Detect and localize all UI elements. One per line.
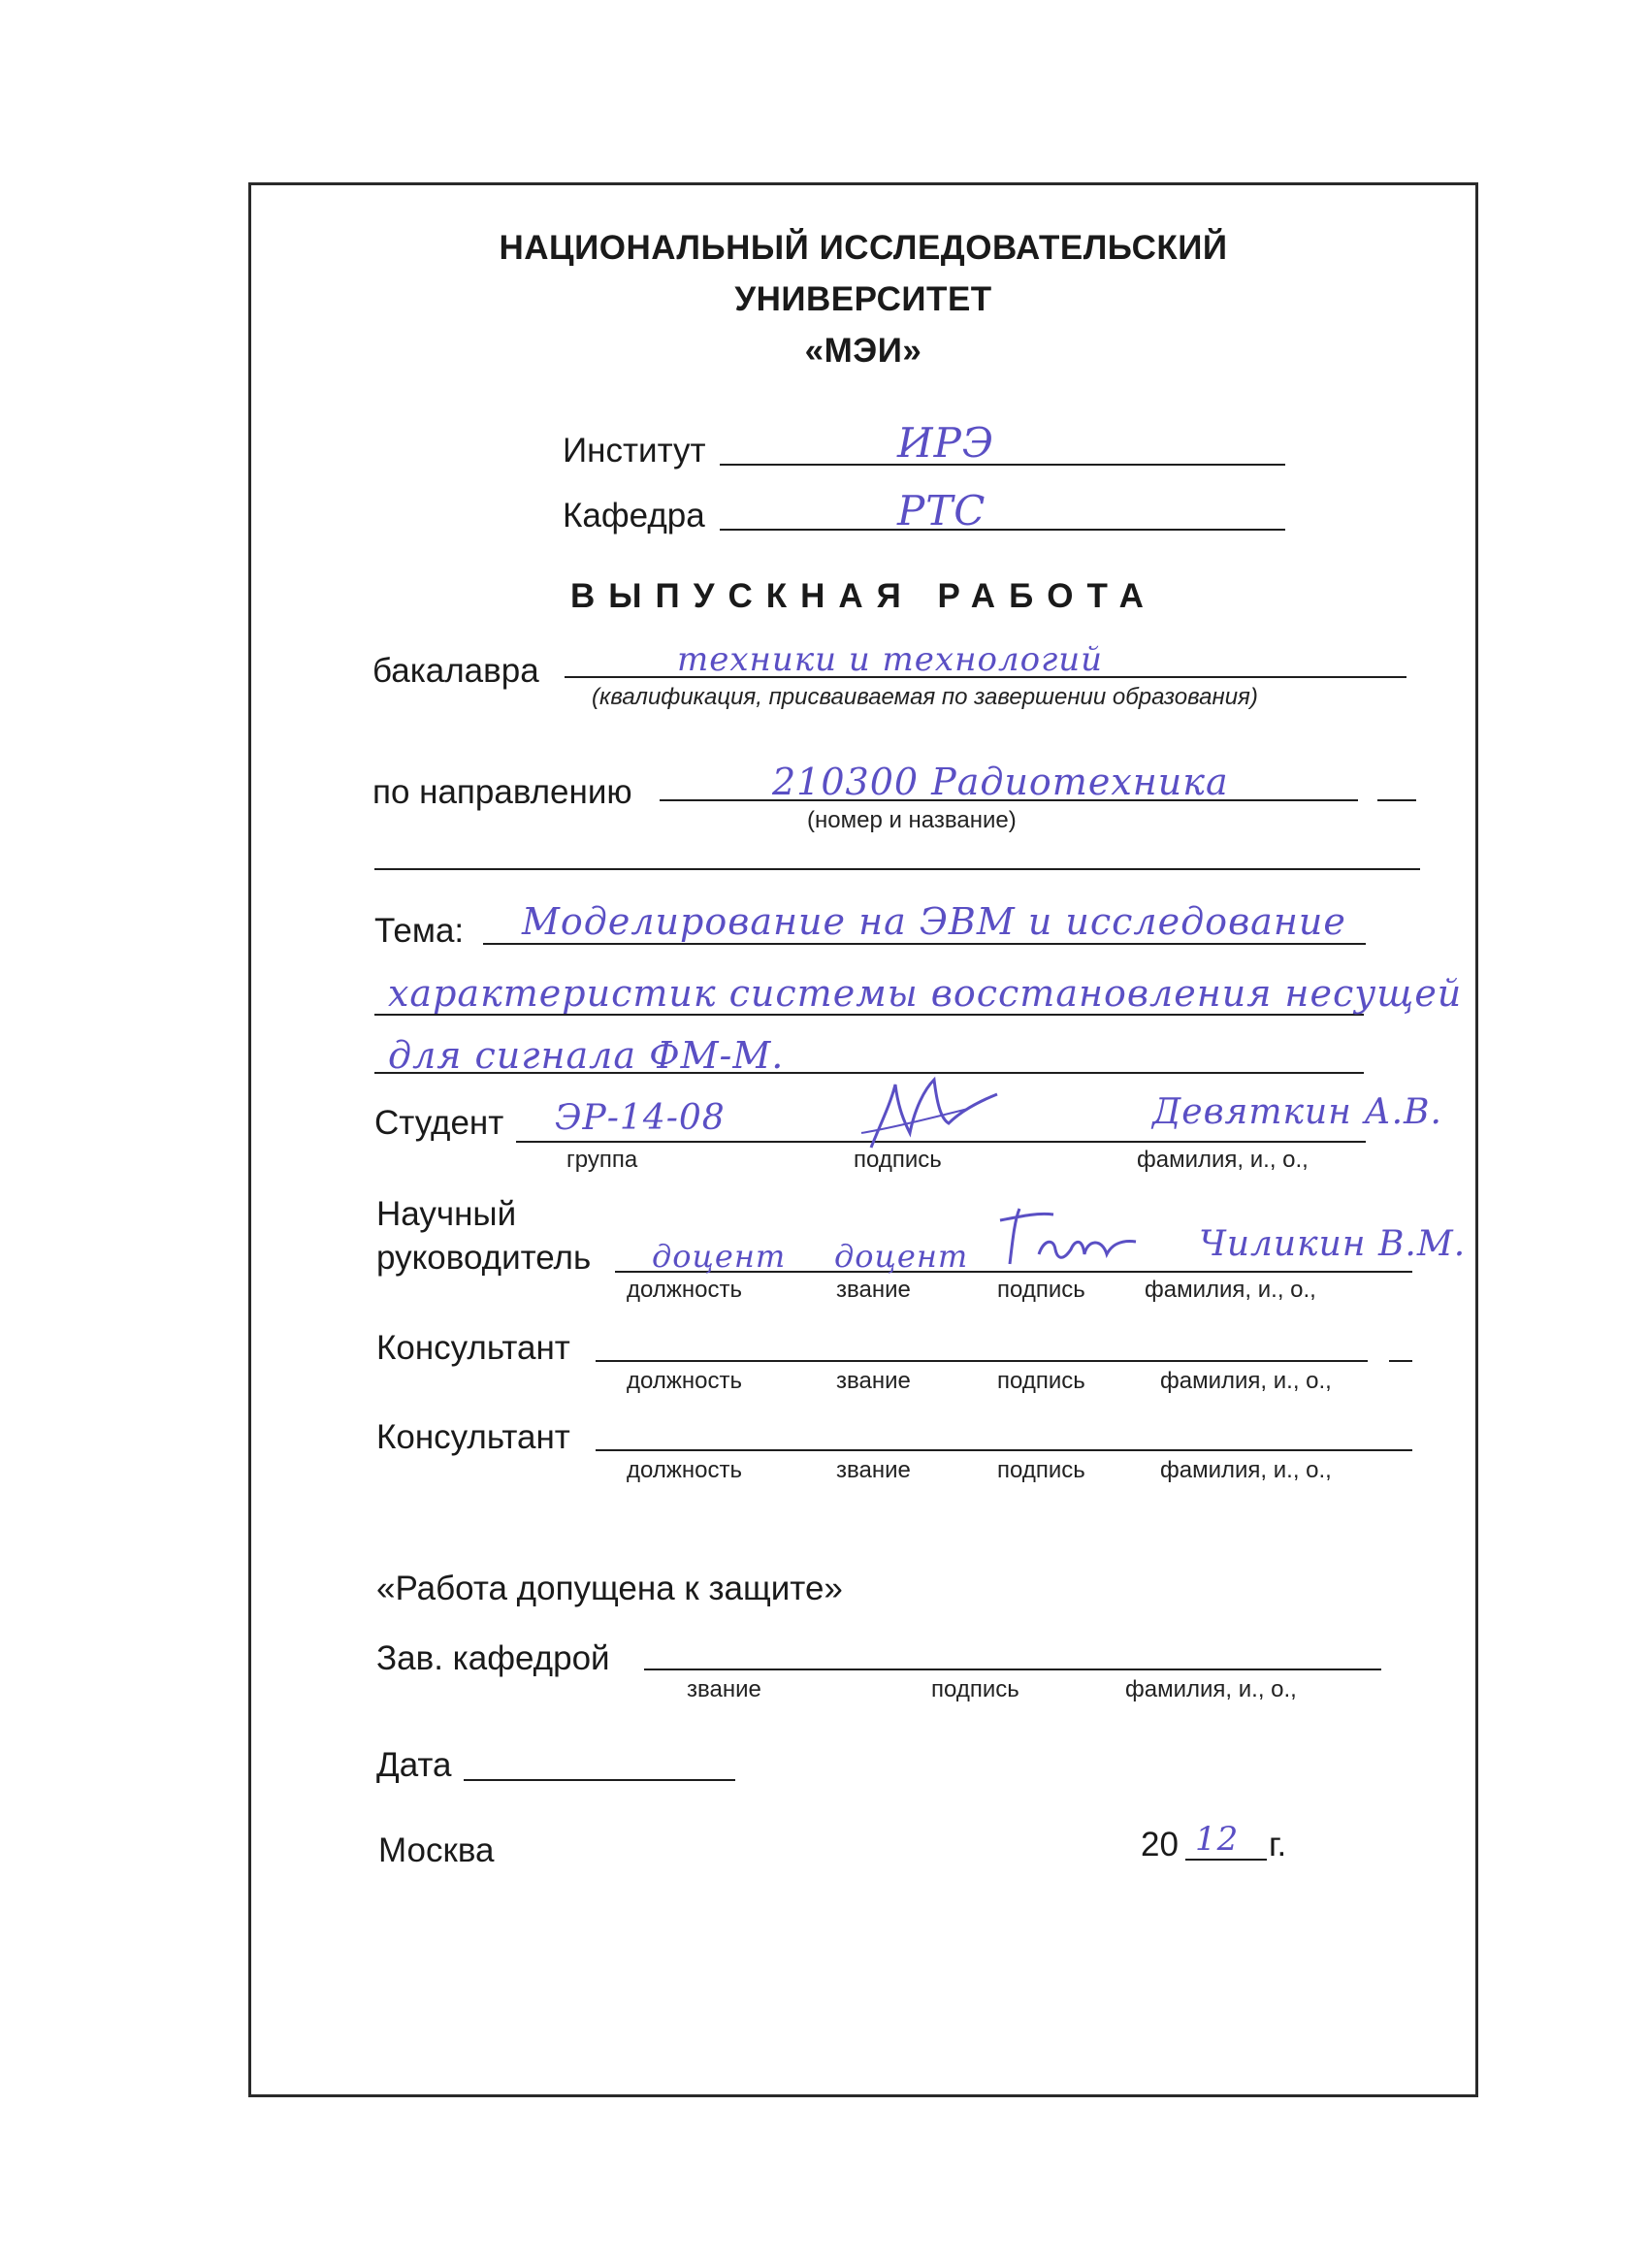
supervisor-caption-rank: звание (836, 1277, 911, 1303)
supervisor-position: доцент (652, 1238, 787, 1275)
topic-text-line1: Моделирование на ЭВМ и исследование (522, 900, 1346, 943)
student-label: Студент (374, 1104, 504, 1142)
consultant2-caption-position: должность (627, 1457, 742, 1483)
consultant1-caption-name: фамилия, и., о., (1160, 1368, 1332, 1394)
year-line (1185, 1859, 1267, 1861)
student-caption-signature: подпись (854, 1147, 942, 1173)
head-line (644, 1669, 1381, 1670)
supervisor-label-line2: руководитель (376, 1239, 592, 1277)
university-name-line1: НАЦИОНАЛЬНЫЙ ИССЛЕДОВАТЕЛЬСКИЙ (499, 229, 1228, 267)
consultant1-caption-rank: звание (836, 1368, 911, 1394)
department-label: Кафедра (563, 497, 705, 535)
student-name: Девяткин А.В. (1152, 1092, 1442, 1132)
head-caption-rank: звание (687, 1676, 761, 1702)
year-prefix: 20 (1141, 1826, 1179, 1863)
date-line (464, 1779, 735, 1781)
supervisor-signature (995, 1201, 1141, 1279)
institute-line (720, 464, 1285, 466)
department-value: РТС (897, 487, 986, 535)
degree-label: бакалавра (372, 652, 539, 690)
year-value: 12 (1195, 1820, 1240, 1859)
consultant2-line (596, 1449, 1412, 1451)
topic-label: Тема: (374, 912, 465, 950)
student-caption-group: группа (566, 1147, 638, 1173)
topic-text-line3: для сигнала ФМ-М. (388, 1034, 785, 1077)
year-suffix: г. (1269, 1826, 1287, 1863)
institute-label: Институт (563, 432, 706, 470)
direction-line-end (1377, 799, 1416, 801)
consultant1-caption-position: должность (627, 1368, 742, 1394)
document-title: ВЫПУСКНАЯ РАБОТА (570, 577, 1157, 615)
consultant1-label: Консультант (376, 1329, 570, 1367)
supervisor-rank: доцент (834, 1238, 969, 1275)
city: Москва (378, 1831, 495, 1869)
direction-extra-line (374, 868, 1420, 870)
direction-value: 210300 Радиотехника (772, 761, 1229, 803)
degree-value: техники и технологий (677, 640, 1104, 679)
consultant1-caption-signature: подпись (997, 1368, 1085, 1394)
degree-caption: (квалификация, присваиваемая по завершении образования) (592, 684, 1258, 710)
university-name-line2: УНИВЕРСИТЕТ (734, 280, 992, 318)
supervisor-caption-position: должность (627, 1277, 742, 1303)
admission-text: «Работа допущена к защите» (376, 1570, 843, 1607)
head-label: Зав. кафедрой (376, 1639, 610, 1677)
university-name-line3: «МЭИ» (804, 332, 922, 370)
topic-line-1 (483, 943, 1366, 945)
supervisor-label-line1: Научный (376, 1195, 517, 1233)
consultant2-caption-signature: подпись (997, 1457, 1085, 1483)
department-line (720, 529, 1285, 531)
supervisor-caption-signature: подпись (997, 1277, 1085, 1303)
supervisor-caption-name: фамилия, и., о., (1145, 1277, 1316, 1303)
supervisor-name: Чиликин В.М. (1199, 1224, 1467, 1264)
topic-text-line2: характеристик системы восстановления несущей (388, 972, 1463, 1015)
head-caption-name: фамилия, и., о., (1125, 1676, 1297, 1702)
student-caption-name: фамилия, и., о., (1137, 1147, 1309, 1173)
consultant2-caption-name: фамилия, и., о., (1160, 1457, 1332, 1483)
head-caption-signature: подпись (931, 1676, 1019, 1702)
consultant1-line (596, 1360, 1368, 1362)
consultant2-caption-rank: звание (836, 1457, 911, 1483)
consultant1-line-end (1389, 1360, 1412, 1362)
direction-label: по направлению (372, 773, 632, 811)
consultant2-label: Консультант (376, 1418, 570, 1456)
date-label: Дата (376, 1746, 452, 1784)
student-group: ЭР-14-08 (555, 1098, 726, 1138)
direction-caption: (номер и название) (807, 807, 1017, 833)
institute-value: ИРЭ (897, 419, 995, 467)
